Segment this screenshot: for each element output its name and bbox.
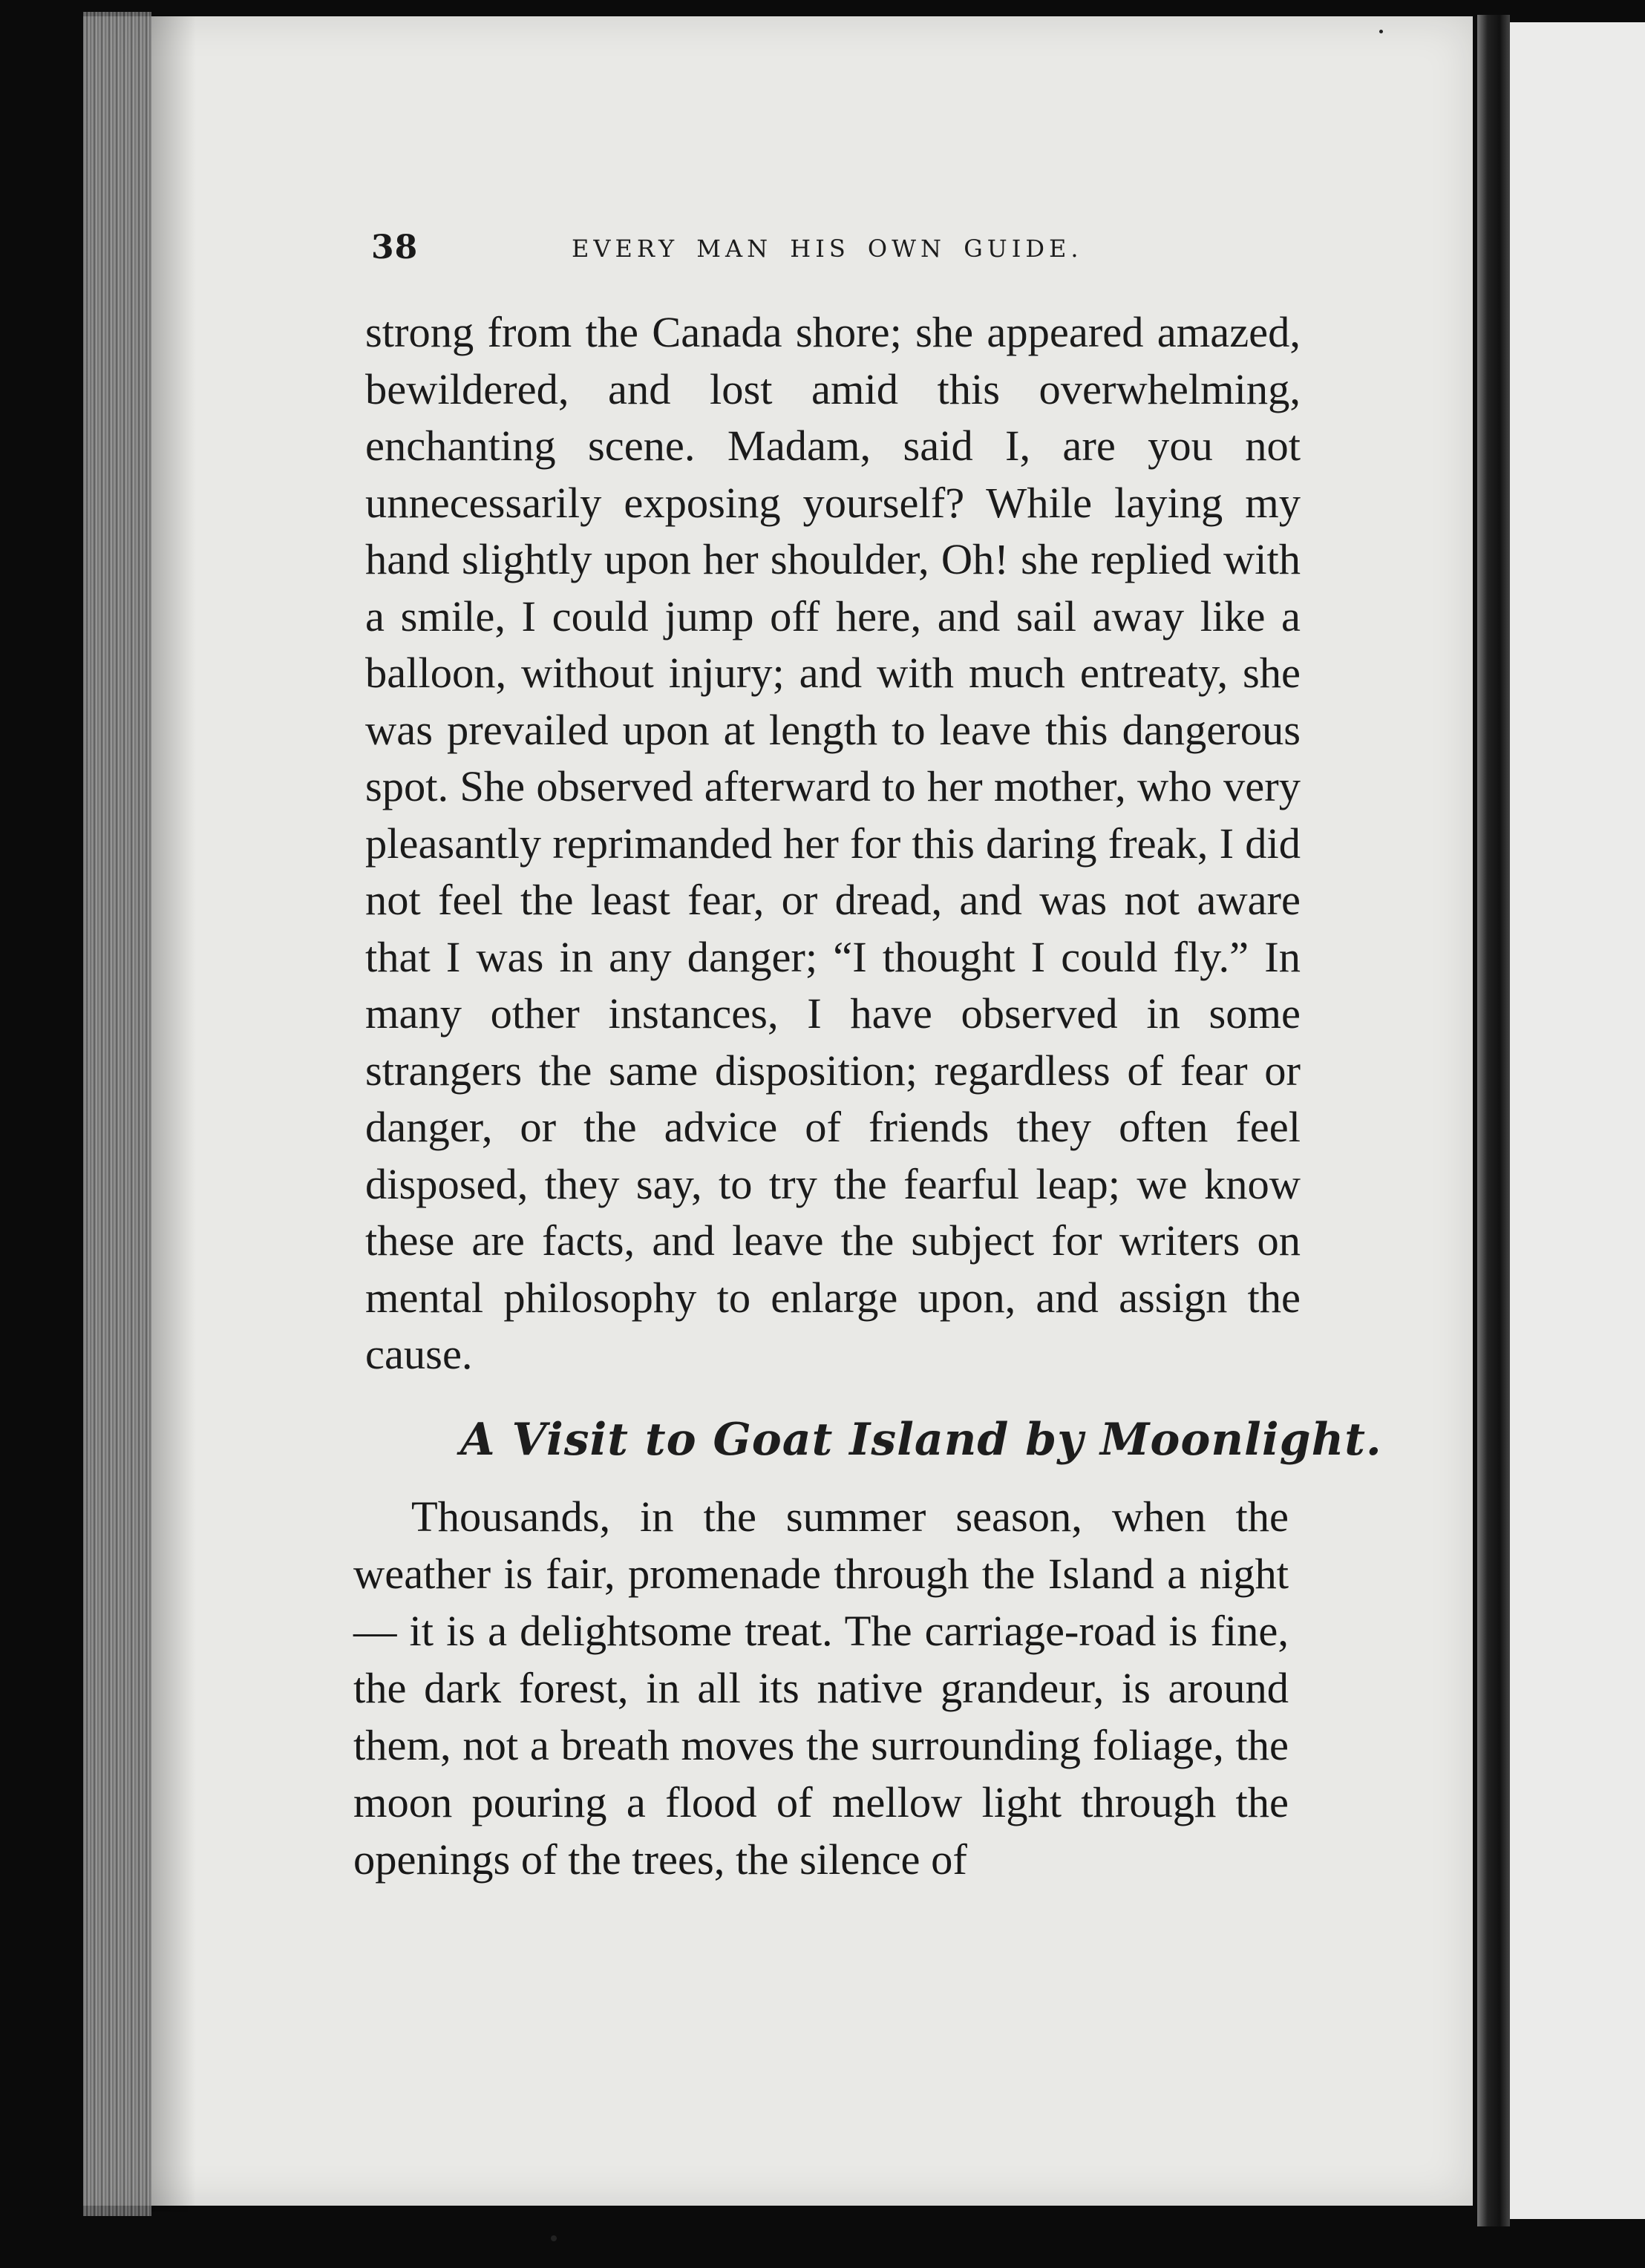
page-edges	[83, 12, 151, 2216]
section-paragraph: Thousands, in the summer season, when the weather is fair, promenade through the Island a night — it is a delightsome treat. The carriage-road is fine, the dark forest, in all its native grandeur, is around them, not a breath moves the surrounding foliage, the moon pouring a flood of mellow light through the openings of the trees, the silence of	[353, 1492, 1289, 1884]
page-number: 38	[371, 229, 419, 266]
gutter-shadow	[151, 15, 196, 2212]
book-spine-shadow	[1477, 15, 1510, 2226]
running-head	[371, 229, 1269, 273]
scan-speck	[1379, 30, 1383, 33]
scan-speck	[551, 2235, 557, 2241]
continued-paragraph: strong from the Canada shore; she appeared amazed, bewildered, and lost amid this overwhelming, enchanting scene. Madam, said I, are you not unnecessarily exposing yourself? While laying my hand slightly upon her shoulder, Oh! she replied with a smile, I could jump off here, and sail away like a balloon, without injury; and with much entreaty, she was prevailed upon at length to leave this dangerous spot. She observed afterward to her mother, who very pleasantly reprimanded her for this daring freak, I did not feel the least fear, or dread, and was not aware that I was in any danger; “I thought I could fly.” In many other instances, I have observed in some strangers the same disposition; regardless of fear or danger, or the advice of friends they often feel disposed, they say, to try the fearful leap; we know these are facts, and leave the subject for writers on mental philosophy to enlarge upon, and assign the cause.	[365, 308, 1301, 1378]
running-head-title: EVERY MAN HIS OWN GUIDE.	[572, 235, 1083, 263]
facing-page	[1507, 22, 1645, 2219]
continued-paragraph-block	[365, 304, 1301, 1383]
section-body	[353, 1488, 1289, 1888]
section-heading: A Visit to Goat Island by Moonlight.	[460, 1414, 1382, 1466]
